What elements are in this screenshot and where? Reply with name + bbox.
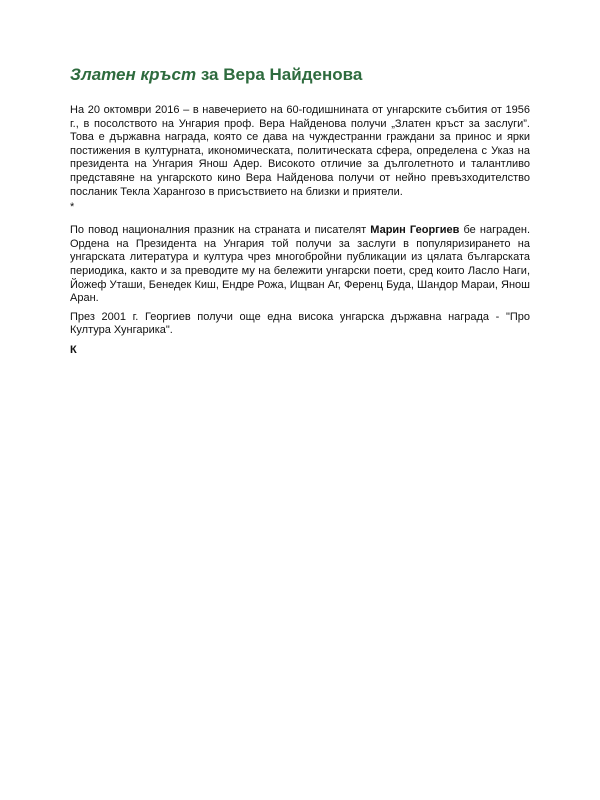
document-content <box>70 64 530 357</box>
paragraph-award-georgiev <box>70 224 530 306</box>
paragraph-award-georgiev-body: бе награден. Ордена на Президента на Унгария той получи за заслуги в популяризирането на унгарската литература и култура чрез многобройни публикации из цялата българската периодика, както и за преводите му на бележити унгарски поети, сред които Ласло Наги, Йожеф Уташи, Бенедек Киш, Ендре Рожа, Ищван Аг, Ференц Буда, Шандор Мараи, Янош Аран. <box>70 224 530 305</box>
title-rest: за Вера Найденова <box>196 65 363 84</box>
paragraph-pro-cultura: През 2001 г. Георгиев получи още една висока унгарска държавна награда - "Про Култура Хунгарика". <box>70 310 530 337</box>
paragraph-award-georgiev-intro: По повод националния празник на страната и писателят <box>70 224 371 237</box>
person-name-bold: Марин Георгиев <box>370 224 460 237</box>
page-title <box>70 64 530 86</box>
title-italic-part: Златен кръст <box>70 65 197 84</box>
section-separator: * <box>70 201 75 214</box>
author-signature: К <box>70 343 77 356</box>
paragraph-award-naydenova: На 20 октомври 2016 – в навечерието на 60-годишнината от унгарските събития от 1956 г., в посолството на Унгария проф. Вера Найденова получи „Златен кръст за заслуги”. Това е държавна награда, която се дава на чуждестранни граждани за принос и ярки постижения в културната, икономическата, политическата сфера, определена с Указ на президента на Унгария Янош Адер. Високото отличие за дълголетното и талантливо представяне на унгарското кино Вера Найденова получи от нейно превъзходителство посланик Текла Харангозо в присъствието на близки и приятели. <box>70 104 530 198</box>
